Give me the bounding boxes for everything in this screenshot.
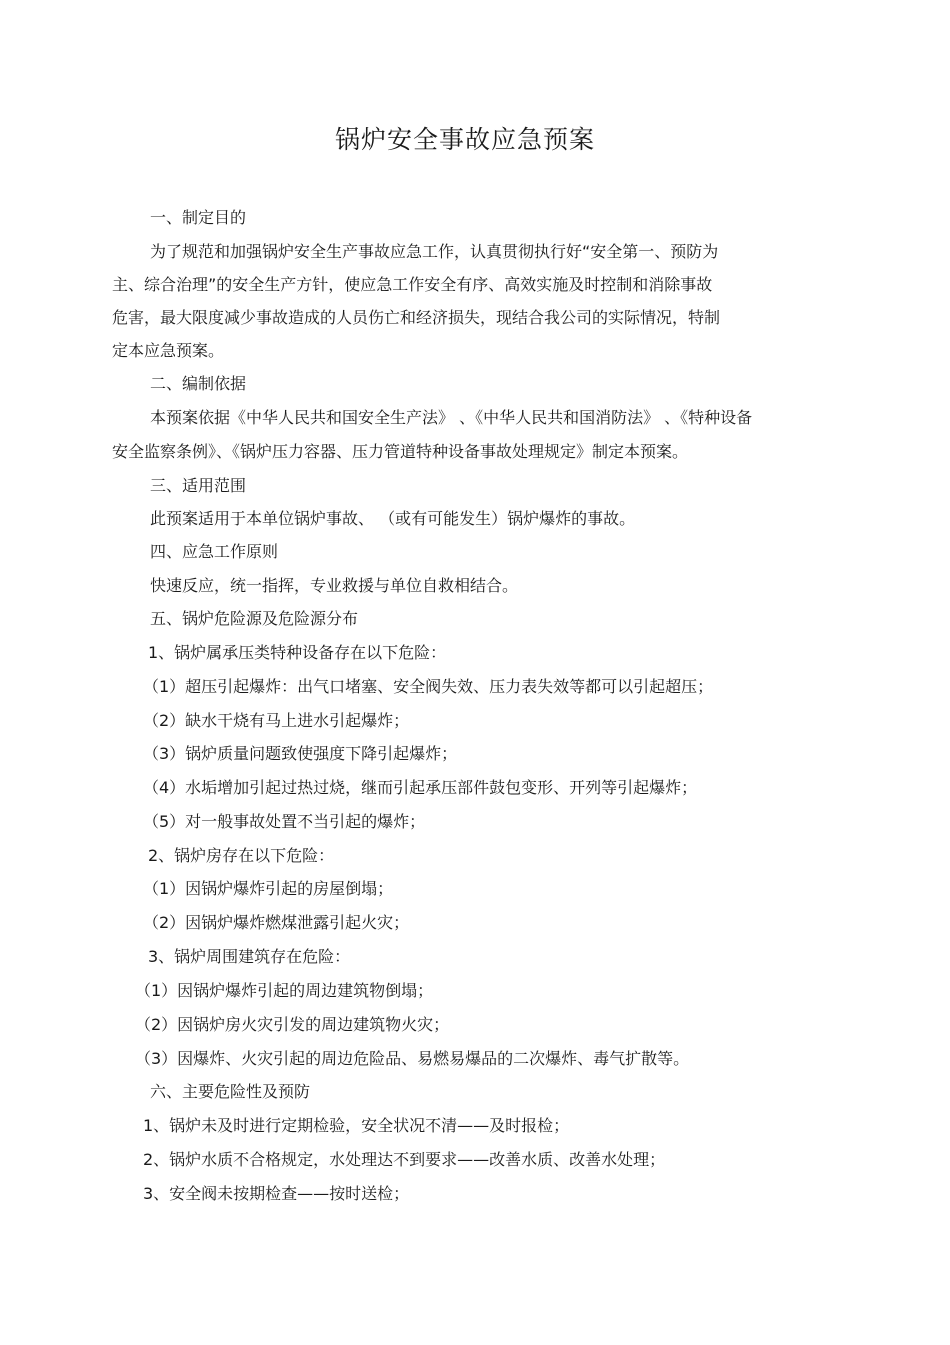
list-item: （2）因锅炉房火灾引发的周边建筑物火灾； <box>135 1015 450 1034</box>
list-item: （3）锅炉质量问题致使强度下降引起爆炸； <box>143 744 458 763</box>
list-item: （2）因锅炉爆炸燃煤泄露引起火灾； <box>143 913 410 932</box>
list-item: （1）因锅炉爆炸引起的周边建筑物倒塌； <box>135 981 434 1000</box>
list-item: （5）对一般事故处置不当引起的爆炸； <box>143 812 426 831</box>
paragraph-line: 快速反应，统一指挥，专业救援与单位自救相结合。 <box>150 576 519 595</box>
paragraph-line: 安全监察条例》、《锅炉压力容器、压力管道特种设备事故处理规定》制定本预案。 <box>112 442 689 461</box>
list-item: 2、锅炉水质不合格规定，水处理达不到要求——改善水质、改善水处理； <box>143 1150 666 1169</box>
paragraph-line: 本预案依据《中华人民共和国安全生产法》 、《中华人民共和国消防法》 、《特种设备 <box>150 408 753 427</box>
heading-hazard-sources: 五、锅炉危险源及危险源分布 <box>150 609 359 628</box>
heading-purpose: 一、制定目的 <box>150 208 247 227</box>
paragraph-line: 主、综合治理”的安全生产方针，使应急工作安全有序、高效实施及时控制和消除事故 <box>112 275 713 294</box>
list-item: （3）因爆炸、火灾引起的周边危险品、易燃易爆品的二次爆炸、毒气扩散等。 <box>135 1049 690 1068</box>
list-item: （2）缺水干烧有马上进水引起爆炸； <box>143 711 410 730</box>
list-item: 2、锅炉房存在以下危险： <box>148 846 335 865</box>
heading-basis: 二、编制依据 <box>150 374 247 393</box>
list-item: 1、锅炉未及时进行定期检验，安全状况不清——及时报检； <box>143 1116 570 1135</box>
list-item: 3、锅炉周围建筑存在危险： <box>148 947 351 966</box>
list-item: （4）水垢增加引起过热过烧，继而引起承压部件鼓包变形、开列等引起爆炸； <box>143 778 698 797</box>
list-item: 3、安全阀未按期检查——按时送检； <box>143 1184 410 1203</box>
paragraph-line: 为了规范和加强锅炉安全生产事故应急工作，认真贯彻执行好“安全第一、预防为 <box>150 242 719 261</box>
list-item: （1）超压引起爆炸：出气口堵塞、安全阀失效、压力表失效等都可以引起超压； <box>143 677 714 696</box>
list-item: （1）因锅炉爆炸引起的房屋倒塌； <box>143 879 394 898</box>
heading-scope: 三、适用范围 <box>150 476 247 495</box>
document-title: 锅炉安全事故应急预案 <box>334 125 595 154</box>
heading-principles: 四、应急工作原则 <box>150 542 279 561</box>
paragraph-line: 定本应急预案。 <box>112 341 225 360</box>
list-item: 1、锅炉属承压类特种设备存在以下危险： <box>148 643 447 662</box>
paragraph-line: 危害，最大限度减少事故造成的人员伤亡和经济损失，现结合我公司的实际情况，特制 <box>112 308 721 327</box>
paragraph-line: 此预案适用于本单位锅炉事故、 （或有可能发生）锅炉爆炸的事故。 <box>150 509 636 528</box>
heading-main-hazards: 六、主要危险性及预防 <box>150 1082 311 1101</box>
